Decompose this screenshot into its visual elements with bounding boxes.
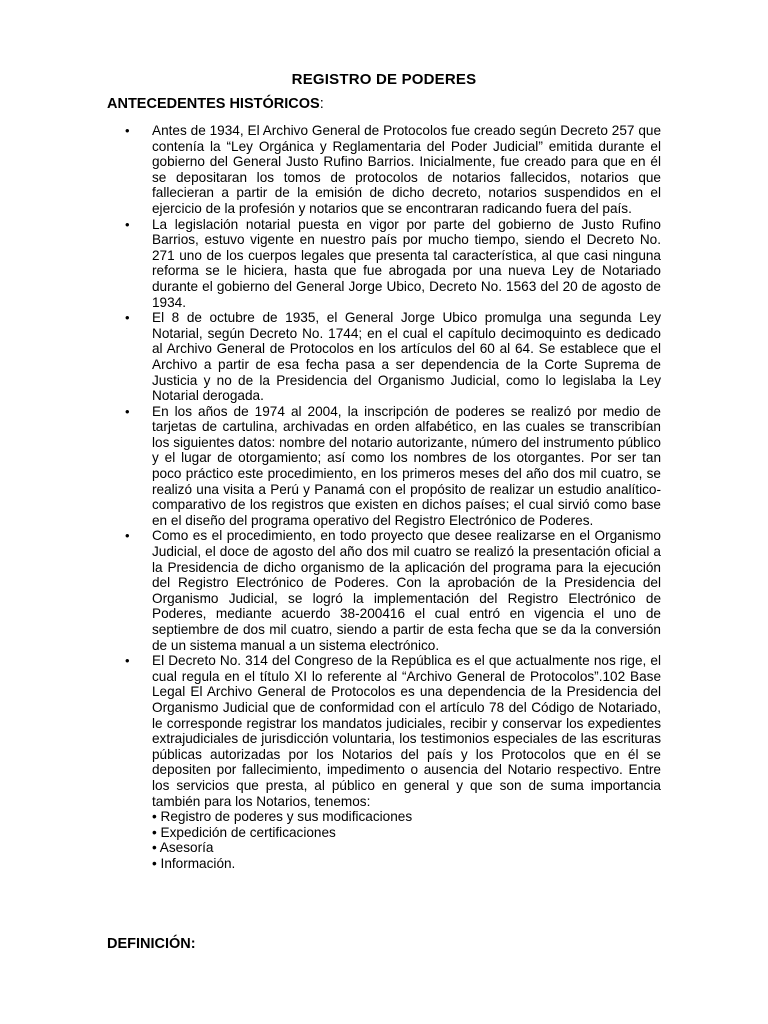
service-item: • Información.: [152, 855, 236, 871]
list-item: • Antes de 1934, El Archivo General de Protocolos fue creado según Decreto 257 que contenía la “Ley Orgánica y Reglamentaria del Poder Judicial” emitida durante el gobierno del General Justo Rufino Barrios. Inicialmente, fue creado para que en él se depositaran los tomos de protocolos de notarios fallecidos, notarios que fallecieran a partir de la emisión de dicho decreto, notarios suspendidos en el ejercicio de la profesión y notarios que se encontraran radicando fuera del país.: [107, 123, 661, 217]
section-heading: [107, 96, 324, 112]
service-item: • Asesoría: [152, 840, 214, 856]
history-list: [107, 123, 661, 872]
list-item: • En los años de 1974 al 2004, la inscripción de poderes se realizó por medio de tarjetas de cartulina, archivadas en orden alfabético, en las cuales se transcribían los siguientes datos: nombre del notario autorizante, número del instrumento público y el lugar de otorgamiento; así como los nombres de los otorgantes. Por ser tan poco práctico este procedimiento, en los primeros meses del año dos mil cuatro, se realizó una visita a Perú y Panamá con el propósito de realizar un estudio analítico-comparativo de los registros que existen en dichos países; el cual sirvió como base en el diseño del programa operativo del Registro Electrónico de Poderes.: [107, 404, 661, 529]
definition-heading: DEFINICIÓN:: [107, 936, 196, 952]
list-item-last: [107, 653, 661, 871]
service-item: • Expedición de certificaciones: [152, 824, 336, 840]
list-item: • El 8 de octubre de 1935, el General Jorge Ubico promulga una segunda Ley Notarial, según Decreto No. 1744; en el cual el capítulo decimoquinto es dedicado al Archivo General de Protocolos en los artículos del 60 al 64. Se establece que el Archivo a partir de esa fecha pasa a ser dependencia de la Corte Suprema de Justicia y no de la Presidencia del Organismo Judicial, como lo legislaba la Ley Notarial derogada.: [107, 310, 661, 404]
section-heading-colon: :: [319, 96, 324, 112]
page-title: REGISTRO DE PODERES: [291, 71, 477, 88]
service-item: • Registro de poderes y sus modificaciones: [152, 809, 413, 825]
list-item: • La legislación notarial puesta en vigor por parte del gobierno de Justo Rufino Barrios, estuvo vigente en nuestro país por mucho tiempo, siendo el Decreto No. 271 uno de los cuerpos legales que presenta tal característica, al que casi ninguna reforma se le hiciera, hasta que fue abrogada por una nueva Ley de Notariado durante el gobierno del General Jorge Ubico, Decreto No. 1563 del 20 de agosto de 1934.: [107, 217, 661, 311]
section-heading-text: ANTECEDENTES HISTÓRICOS: [107, 96, 320, 112]
services-list: [152, 809, 661, 871]
list-item: • Como es el procedimiento, en todo proyecto que desee realizarse en el Organismo Judicial, el doce de agosto del año dos mil cuatro se realizó la presentación oficial a la Presidencia de dicho organismo de la aplicación del programa para la ejecución del Registro Electrónico de Poderes. Con la aprobación de la Presidencia del Organismo Judicial, se logró la implementación del Registro Electrónico de Poderes, mediante acuerdo 38-200416 el cual entró en vigencia el uno de septiembre de dos mil cuatro, siendo a partir de esta fecha que se da la conversión de un sistema manual a un sistema electrónico.: [107, 528, 661, 653]
list-item-text: El Decreto No. 314 del Congreso de la República es el que actualmente nos rige, el cual regula en el título XI lo referente al “Archivo General de Protocolos”.102 Base Legal El Archivo General de Protocolos es una dependencia de la Presidencia del Organismo Judicial que de conformidad con el artículo 78 del Código de Notariado, le corresponde registrar los mandatos judiciales, recibir y conservar los expedientes extrajudiciales de jurisdicción voluntaria, los testimonios especiales de las escrituras públicas autorizadas por los Notarios del país y los Protocolos que en él se depositen por fallecimiento, impedimento o ausencia del Notario respectivo. Entre los servicios que presta, al público en general y que son de suma importancia también para los Notarios, tenemos:: [152, 653, 661, 809]
